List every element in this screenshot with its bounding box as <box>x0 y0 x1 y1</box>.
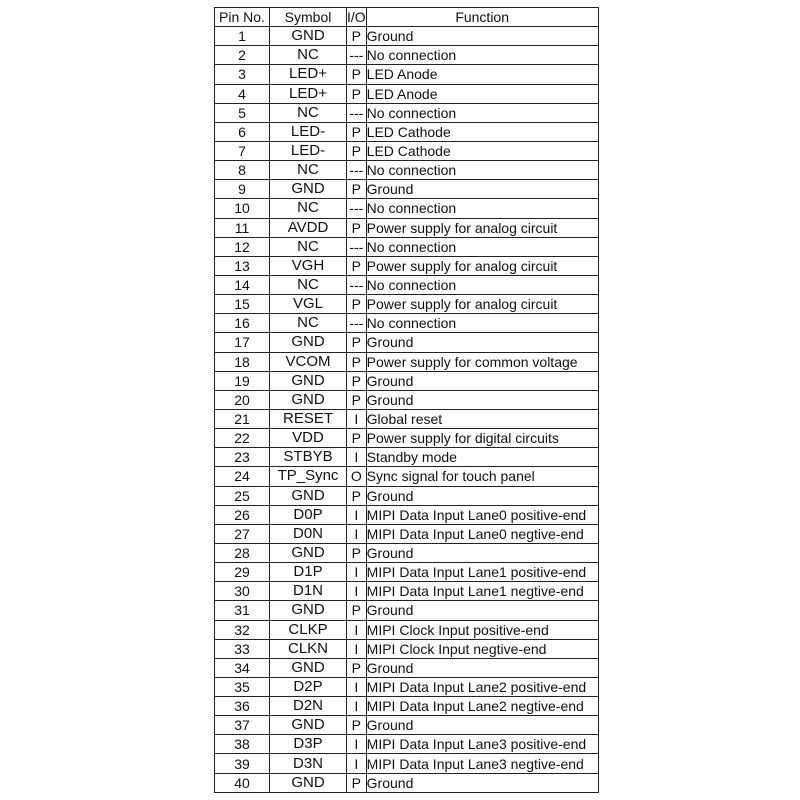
header-function: Function <box>366 8 598 27</box>
pin-number-cell: 30 <box>215 582 270 601</box>
function-cell: Ground <box>366 180 598 199</box>
function-cell: No connection <box>366 275 598 294</box>
pin-number-cell: 16 <box>215 314 270 333</box>
pin-number-cell: 1 <box>215 27 270 46</box>
table-row <box>215 65 599 84</box>
symbol-cell: GND <box>270 658 347 677</box>
symbol-cell: D1N <box>270 582 347 601</box>
symbol-cell: D0N <box>270 524 347 543</box>
function-cell: LED Cathode <box>366 122 598 141</box>
symbol-cell: NC <box>270 161 347 180</box>
io-type-cell: --- <box>347 103 367 122</box>
symbol-cell: GND <box>270 371 347 390</box>
table-row <box>215 697 599 716</box>
pin-number-cell: 12 <box>215 237 270 256</box>
function-cell: Power supply for common voltage <box>366 352 598 371</box>
function-cell: MIPI Data Input Lane2 negtive-end <box>366 697 598 716</box>
pin-number-cell: 15 <box>215 295 270 314</box>
function-cell: LED Anode <box>366 65 598 84</box>
io-type-cell: P <box>347 122 367 141</box>
table-row <box>215 582 599 601</box>
io-type-cell: I <box>347 697 367 716</box>
io-type-cell: I <box>347 582 367 601</box>
pin-number-cell: 19 <box>215 371 270 390</box>
io-type-cell: --- <box>347 275 367 294</box>
table-row <box>215 46 599 65</box>
symbol-cell: NC <box>270 275 347 294</box>
symbol-cell: LED+ <box>270 65 347 84</box>
table-row <box>215 122 599 141</box>
function-cell: No connection <box>366 46 598 65</box>
function-cell: Ground <box>366 773 598 792</box>
symbol-cell: CLKN <box>270 639 347 658</box>
symbol-cell: LED+ <box>270 84 347 103</box>
function-cell: Power supply for digital circuits <box>366 429 598 448</box>
table-row <box>215 237 599 256</box>
table-row <box>215 505 599 524</box>
symbol-cell: VDD <box>270 429 347 448</box>
function-cell: Ground <box>366 543 598 562</box>
io-type-cell: P <box>347 295 367 314</box>
pin-number-cell: 32 <box>215 620 270 639</box>
table-row <box>215 352 599 371</box>
function-cell: MIPI Data Input Lane0 negtive-end <box>366 524 598 543</box>
function-cell: MIPI Data Input Lane3 positive-end <box>366 735 598 754</box>
function-cell: Standby mode <box>366 448 598 467</box>
symbol-cell: NC <box>270 199 347 218</box>
function-cell: Ground <box>366 486 598 505</box>
table-row <box>215 275 599 294</box>
io-type-cell: P <box>347 27 367 46</box>
pin-number-cell: 2 <box>215 46 270 65</box>
symbol-cell: LED- <box>270 141 347 160</box>
function-cell: MIPI Data Input Lane2 positive-end <box>366 677 598 696</box>
symbol-cell: GND <box>270 543 347 562</box>
pin-number-cell: 23 <box>215 448 270 467</box>
function-cell: Ground <box>366 601 598 620</box>
header-pin-no: Pin No. <box>215 8 270 27</box>
pin-number-cell: 27 <box>215 524 270 543</box>
table-row <box>215 314 599 333</box>
pin-number-cell: 28 <box>215 543 270 562</box>
pin-number-cell: 21 <box>215 409 270 428</box>
function-cell: Ground <box>366 390 598 409</box>
table-row <box>215 371 599 390</box>
function-cell: MIPI Data Input Lane0 positive-end <box>366 505 598 524</box>
pin-number-cell: 20 <box>215 390 270 409</box>
table-row <box>215 390 599 409</box>
function-cell: No connection <box>366 161 598 180</box>
function-cell: No connection <box>366 199 598 218</box>
function-cell: No connection <box>366 237 598 256</box>
function-cell: MIPI Data Input Lane3 negtive-end <box>366 754 598 773</box>
table-row <box>215 295 599 314</box>
io-type-cell: P <box>347 84 367 103</box>
pin-number-cell: 5 <box>215 103 270 122</box>
io-type-cell: --- <box>347 46 367 65</box>
symbol-cell: RESET <box>270 409 347 428</box>
pin-number-cell: 3 <box>215 65 270 84</box>
symbol-cell: VGH <box>270 256 347 275</box>
function-cell: Ground <box>366 333 598 352</box>
table-row <box>215 563 599 582</box>
pin-number-cell: 40 <box>215 773 270 792</box>
io-type-cell: I <box>347 735 367 754</box>
function-cell: MIPI Clock Input negtive-end <box>366 639 598 658</box>
function-cell: Ground <box>366 371 598 390</box>
io-type-cell: P <box>347 218 367 237</box>
symbol-cell: NC <box>270 314 347 333</box>
table-row <box>215 543 599 562</box>
symbol-cell: AVDD <box>270 218 347 237</box>
io-type-cell: P <box>347 716 367 735</box>
function-cell: LED Cathode <box>366 141 598 160</box>
header-io: I/O <box>347 9 366 26</box>
io-type-cell: I <box>347 677 367 696</box>
symbol-cell: GND <box>270 27 347 46</box>
io-type-cell: P <box>347 333 367 352</box>
function-cell: Power supply for analog circuit <box>366 256 598 275</box>
table-row <box>215 524 599 543</box>
pin-number-cell: 17 <box>215 333 270 352</box>
symbol-cell: GND <box>270 333 347 352</box>
pin-number-cell: 33 <box>215 639 270 658</box>
function-cell: Global reset <box>366 409 598 428</box>
function-cell: Ground <box>366 716 598 735</box>
table-row <box>215 161 599 180</box>
pin-number-cell: 31 <box>215 601 270 620</box>
pin-number-cell: 25 <box>215 486 270 505</box>
io-type-cell: I <box>347 754 367 773</box>
pin-number-cell: 24 <box>215 467 270 486</box>
io-type-cell: P <box>347 658 367 677</box>
io-type-cell: I <box>347 563 367 582</box>
symbol-cell: GND <box>270 716 347 735</box>
io-type-cell: --- <box>347 161 367 180</box>
symbol-cell: GND <box>270 390 347 409</box>
table-body <box>215 27 599 793</box>
io-type-cell: --- <box>347 199 367 218</box>
io-type-cell: I <box>347 448 367 467</box>
table-row <box>215 429 599 448</box>
pin-number-cell: 8 <box>215 161 270 180</box>
symbol-cell: D3P <box>270 735 347 754</box>
table-row <box>215 180 599 199</box>
io-type-cell: P <box>347 543 367 562</box>
pin-assignment-table <box>214 7 599 793</box>
function-cell: No connection <box>366 314 598 333</box>
table-row <box>215 27 599 46</box>
table-row <box>215 467 599 486</box>
pin-number-cell: 9 <box>215 180 270 199</box>
pin-number-cell: 14 <box>215 275 270 294</box>
pin-number-cell: 26 <box>215 505 270 524</box>
pin-number-cell: 13 <box>215 256 270 275</box>
pin-number-cell: 22 <box>215 429 270 448</box>
io-type-cell: I <box>347 639 367 658</box>
symbol-cell: D3N <box>270 754 347 773</box>
io-type-cell: P <box>347 390 367 409</box>
io-type-cell: P <box>347 429 367 448</box>
io-type-cell: I <box>347 620 367 639</box>
function-cell: Ground <box>366 27 598 46</box>
table-row <box>215 199 599 218</box>
symbol-cell: NC <box>270 103 347 122</box>
io-type-cell: I <box>347 409 367 428</box>
io-type-cell: P <box>347 486 367 505</box>
io-type-cell: P <box>347 352 367 371</box>
header-symbol: Symbol <box>270 8 347 27</box>
pin-number-cell: 4 <box>215 84 270 103</box>
symbol-cell: GND <box>270 601 347 620</box>
function-cell: MIPI Data Input Lane1 negtive-end <box>366 582 598 601</box>
function-cell: No connection <box>366 103 598 122</box>
io-type-cell: P <box>347 65 367 84</box>
pin-number-cell: 10 <box>215 199 270 218</box>
function-cell: MIPI Data Input Lane1 positive-end <box>366 563 598 582</box>
table-row <box>215 84 599 103</box>
table-header-row <box>215 8 599 27</box>
symbol-cell: GND <box>270 486 347 505</box>
table-row <box>215 218 599 237</box>
io-type-cell: P <box>347 773 367 792</box>
table-row <box>215 620 599 639</box>
io-type-cell: I <box>347 505 367 524</box>
symbol-cell: D2N <box>270 697 347 716</box>
table-row <box>215 677 599 696</box>
symbol-cell: CLKP <box>270 620 347 639</box>
symbol-cell: D0P <box>270 505 347 524</box>
symbol-cell: VGL <box>270 295 347 314</box>
function-cell: MIPI Clock Input positive-end <box>366 620 598 639</box>
io-type-cell: --- <box>347 314 367 333</box>
symbol-cell: GND <box>270 773 347 792</box>
table-row <box>215 141 599 160</box>
table-row <box>215 716 599 735</box>
pin-number-cell: 36 <box>215 697 270 716</box>
symbol-cell: NC <box>270 46 347 65</box>
io-type-cell: P <box>347 371 367 390</box>
table-row <box>215 658 599 677</box>
io-type-cell: P <box>347 601 367 620</box>
io-type-cell: I <box>347 524 367 543</box>
pin-number-cell: 6 <box>215 122 270 141</box>
function-cell: LED Anode <box>366 84 598 103</box>
symbol-cell: LED- <box>270 122 347 141</box>
table-row <box>215 333 599 352</box>
pin-number-cell: 39 <box>215 754 270 773</box>
function-cell: Power supply for analog circuit <box>366 218 598 237</box>
table-row <box>215 754 599 773</box>
table-row <box>215 256 599 275</box>
function-cell: Power supply for analog circuit <box>366 295 598 314</box>
io-type-cell: P <box>347 256 367 275</box>
table-row <box>215 639 599 658</box>
pin-number-cell: 37 <box>215 716 270 735</box>
pin-number-cell: 18 <box>215 352 270 371</box>
symbol-cell: GND <box>270 180 347 199</box>
pin-number-cell: 35 <box>215 677 270 696</box>
symbol-cell: STBYB <box>270 448 347 467</box>
pin-number-cell: 7 <box>215 141 270 160</box>
pin-number-cell: 11 <box>215 218 270 237</box>
table-row <box>215 448 599 467</box>
symbol-cell: D1P <box>270 563 347 582</box>
table-row <box>215 486 599 505</box>
function-cell: Ground <box>366 658 598 677</box>
table-row <box>215 601 599 620</box>
symbol-cell: TP_Sync <box>270 467 347 486</box>
table-row <box>215 409 599 428</box>
table-row <box>215 735 599 754</box>
function-cell: Sync signal for touch panel <box>366 467 598 486</box>
pin-number-cell: 29 <box>215 563 270 582</box>
symbol-cell: NC <box>270 237 347 256</box>
table-row <box>215 103 599 122</box>
io-type-cell: P <box>347 180 367 199</box>
io-type-cell: O <box>347 467 367 486</box>
pin-number-cell: 34 <box>215 658 270 677</box>
io-type-cell: --- <box>347 237 367 256</box>
io-type-cell: P <box>347 141 367 160</box>
table-row <box>215 773 599 792</box>
pin-number-cell: 38 <box>215 735 270 754</box>
symbol-cell: D2P <box>270 677 347 696</box>
symbol-cell: VCOM <box>270 352 347 371</box>
